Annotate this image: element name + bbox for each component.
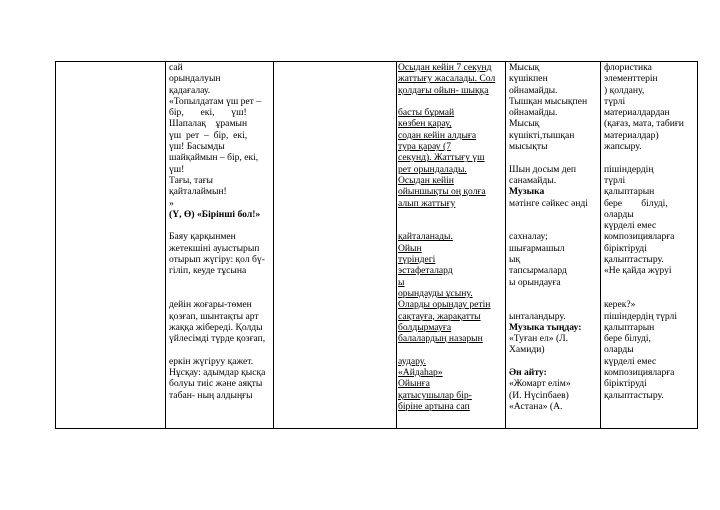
cell-line: Баяу қарқынмен (169, 231, 236, 243)
column-border (600, 61, 601, 428)
spacer (398, 344, 505, 355)
spacer (509, 152, 600, 163)
table-cell-col4 (398, 62, 505, 412)
cell-line: Музыка тыңдау: (509, 321, 582, 333)
cell-line: композицияларға (604, 231, 675, 243)
cell-line: рет орындалады. (398, 163, 467, 175)
cell-line: қатысушылар бір- (398, 389, 472, 401)
cell-line: біріктіруді (604, 242, 647, 254)
cell-line: көзбен қарау, (398, 118, 452, 130)
cell-line: Ойын (398, 242, 422, 254)
cell-line: сақтауға, жарақатты (398, 310, 481, 322)
cell-line: ойнамайды. (509, 107, 558, 119)
cell-line: ы орындауға (509, 276, 561, 288)
cell-line: мысықты (509, 141, 548, 153)
cell-line: «Астана» (А. (509, 400, 563, 412)
cell-line: сахналау; (509, 231, 548, 243)
cell-line: флористика (604, 62, 652, 73)
cell-line: біріне артына сап (398, 400, 470, 412)
column-border (165, 61, 166, 428)
cell-line: орындауды ұсыну. (398, 287, 473, 299)
cell-line: табан- ның алдыңғы (169, 389, 253, 401)
table-cell-col5 (509, 62, 600, 412)
cell-line: бере білуді, (604, 197, 668, 209)
cell-line: ынталандыру. (509, 310, 566, 322)
cell-line: бере білуді, (604, 333, 651, 345)
cell-line: ойнамайды. (509, 84, 558, 96)
cell-line: болуы тиіс және аяқты (169, 378, 263, 390)
cell-line: Мысық (509, 62, 540, 73)
cell-line: Ән айту: (509, 367, 547, 379)
cell-line: ойыншықты оң қолға (398, 186, 486, 198)
cell-line: секунд). Жаттығу үш (398, 152, 485, 164)
cell-line: (И. Нүсіпбаев) (509, 389, 569, 401)
cell-line: «Жомарт елім» (509, 378, 571, 390)
cell-line: ) қолдану, (604, 84, 645, 96)
cell-line: гіліп, кеуде тұсына (169, 265, 247, 277)
spacer (604, 152, 697, 163)
table-cell-col2 (169, 62, 273, 401)
spacer (169, 344, 273, 355)
cell-line: қозғап, шынтақты арт (169, 310, 259, 322)
cell-line: материалдардан (604, 107, 670, 119)
cell-line: пішіндердің (604, 163, 654, 175)
spacer (169, 220, 273, 231)
cell-line: күрделі емес (604, 355, 657, 367)
spacer (398, 96, 505, 107)
table-bottom-border (55, 428, 698, 429)
cell-line: балалардың назарын (398, 333, 483, 345)
cell-line: болдырмауға (398, 321, 452, 333)
column-border (505, 61, 506, 428)
cell-line: Шапалақ ұрамын (169, 118, 248, 130)
cell-line: орындалуын (169, 73, 221, 85)
cell-line: тапсырмалард (509, 265, 567, 277)
cell-line: Шын досым деп (509, 163, 577, 175)
cell-line: Музыка (509, 186, 545, 198)
cell-line: мәтінге сәйкес әнді (509, 197, 588, 209)
column-border (273, 61, 274, 428)
cell-line: «Туған ел» (Л. (509, 333, 569, 345)
spacer (509, 288, 600, 311)
cell-line: дейін жоғары-төмен (169, 299, 252, 311)
spacer (398, 209, 505, 232)
cell-line: түріндегі (398, 254, 436, 266)
cell-line: аудару. (398, 355, 427, 367)
cell-line: Тағы, тағы (169, 174, 214, 186)
cell-line: Осыдан кейін 7 секунд (398, 62, 492, 73)
cell-line: Хамиди) (509, 344, 545, 356)
cell-line: Оларды орындау ретін (398, 299, 491, 311)
cell-line: керек?» (604, 299, 636, 311)
cell-line: жаққа жібереді. Қолды (169, 321, 263, 333)
cell-line: үйлесімді түрде қозғап, (169, 333, 266, 345)
cell-line: қадағалау. (169, 84, 211, 96)
cell-line: шығармашыл (509, 242, 565, 254)
cell-line: шайқаймын – бір, екі, (169, 152, 259, 164)
cell-line: жапсыру. (604, 141, 642, 153)
cell-line: материалдар) (604, 129, 659, 141)
cell-line: содан кейін алдыға (398, 129, 477, 141)
cell-line: қайталанады. (398, 231, 453, 243)
cell-line: қалыптарын (604, 186, 655, 198)
column-border (697, 61, 698, 428)
cell-line: біріктіруді (604, 378, 647, 390)
column-border (55, 61, 56, 428)
cell-line: » (169, 197, 174, 209)
cell-line: сай (169, 62, 183, 73)
cell-line: үш рет – бір, екі, (169, 129, 248, 141)
cell-line: композицияларға (604, 367, 675, 379)
cell-line: (Ү, Ө) «Бірінші бол!» (169, 208, 261, 220)
spacer (604, 277, 697, 300)
cell-line: қалыптастыру. (604, 254, 664, 266)
cell-line: (қағаз, мата, табиғи (604, 118, 684, 130)
cell-line: оларды (604, 344, 634, 356)
cell-line: жетекшіні ауыстырып (169, 242, 260, 254)
cell-line: үш! (169, 163, 185, 175)
cell-line: түрлі (604, 174, 626, 186)
table-top-border (55, 61, 698, 62)
table-cell-col6 (604, 62, 697, 401)
cell-line: күшікті,тышқан (509, 129, 575, 141)
cell-line: Ойынға (398, 378, 430, 390)
cell-line: тура қарау (7 (398, 141, 451, 153)
cell-line: Осыдан кейін (398, 174, 454, 186)
spacer (169, 277, 273, 300)
cell-line: пішіндердің түрлі (604, 310, 677, 322)
cell-line: ық (509, 254, 521, 266)
cell-line: үш! Басымды (169, 141, 225, 153)
cell-line: күшікпен (509, 73, 548, 85)
cell-line: оларды (604, 208, 634, 220)
cell-line: элементтерін (604, 73, 658, 85)
spacer (509, 209, 600, 232)
cell-line: «Топылдатам үш рет – (169, 95, 262, 107)
cell-line: Мысық (509, 118, 540, 130)
cell-line: эстафеталард (398, 265, 453, 277)
cell-line: жаттығу жасалады. Сол (398, 73, 496, 85)
cell-line: «Айдаһар» (398, 367, 443, 379)
cell-line: бір, екі, үш! (169, 107, 247, 119)
cell-line: ы (398, 276, 405, 288)
cell-line: қайталаймын! (169, 186, 227, 198)
cell-line: еркін жүгіруу қажет. (169, 355, 254, 367)
cell-line: түрлі (604, 95, 626, 107)
cell-line: санамайды. (509, 174, 557, 186)
cell-line: Нұсқау: адымдар қысқа (169, 367, 266, 379)
cell-line: отырып жүгіру: қол бү- (169, 254, 265, 266)
cell-line: «Не қайда жүруі (604, 265, 672, 277)
cell-line: алып жаттығу (398, 197, 456, 209)
spacer (509, 356, 600, 367)
cell-line: қалыптастыру. (604, 389, 664, 401)
cell-line: Тышқан мысықпен (509, 95, 588, 107)
cell-line: қалыптарын (604, 321, 655, 333)
cell-line: күрделі емес (604, 220, 657, 232)
cell-line: басты бұрмай (398, 107, 455, 119)
column-border (396, 61, 397, 428)
cell-line: қолдағы ойын- шыққа (398, 84, 489, 96)
